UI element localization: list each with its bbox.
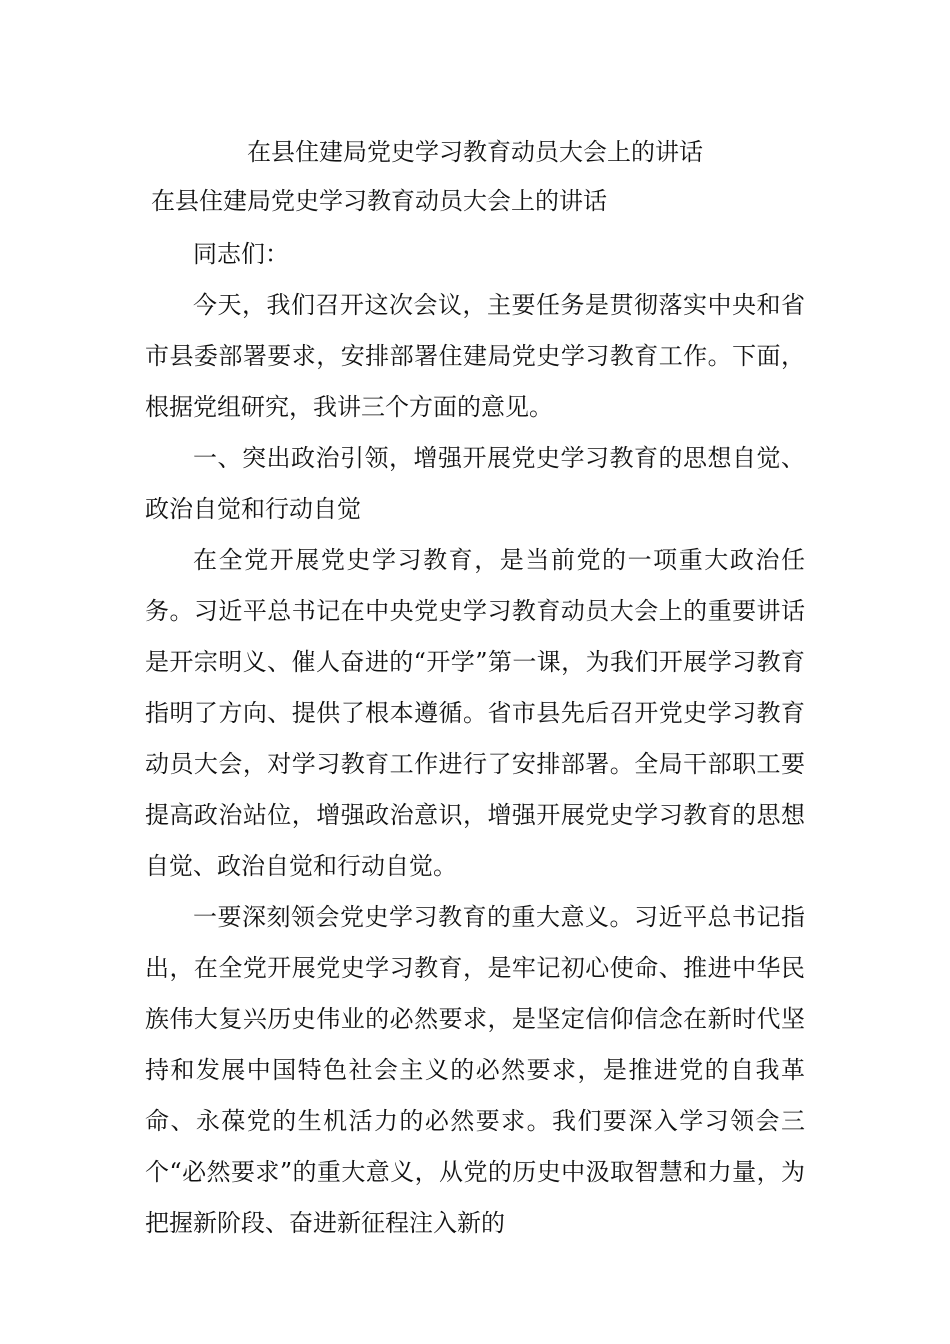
paragraph-salutation: 同志们： bbox=[193, 240, 289, 268]
document-body bbox=[145, 229, 805, 1249]
document-subtitle: 在县住建局党史学习教育动员大会上的讲话 bbox=[151, 187, 607, 215]
paragraph-body: 一要深刻领会党史学习教育的重大意义。习近平总书记指出，在全党开展党史学习教育，是牢记初心使命、推进中华民族伟大复兴历史伟业的必然要求，是坚定信仰信念在新时代坚持和发展中国特色社会主义的必然要求，是推进党的自我革命、永葆党的生机活力的必然要求。我们要深入学习领会三个“必然要求”的重大意义，从党的历史中汲取智慧和力量，为把握新阶段、奋进新征程注入新的 bbox=[145, 903, 805, 1237]
document-title: 在县住建局党史学习教育动员大会上的讲话 bbox=[247, 138, 703, 166]
paragraph-body: 在全党开展党史学习教育，是当前党的一项重大政治任务。习近平总书记在中央党史学习教育动员大会上的重要讲话是开宗明义、催人奋进的“开学”第一课，为我们开展学习教育指明了方向、提供了根本遵循。省市县先后召开党史学习教育动员大会，对学习教育工作进行了安排部署。全局干部职工要提高政治站位，增强政治意识，增强开展党史学习教育的思想自觉、政治自觉和行动自觉。 bbox=[145, 546, 805, 880]
section-heading-1: 一、突出政治引领，增强开展党史学习教育的思想自觉、政治自觉和行动自觉 bbox=[145, 444, 805, 523]
paragraph-opening: 今天，我们召开这次会议，主要任务是贯彻落实中央和省市县委部署要求，安排部署住建局党史学习教育工作。下面，根据党组研究，我讲三个方面的意见。 bbox=[145, 291, 805, 421]
